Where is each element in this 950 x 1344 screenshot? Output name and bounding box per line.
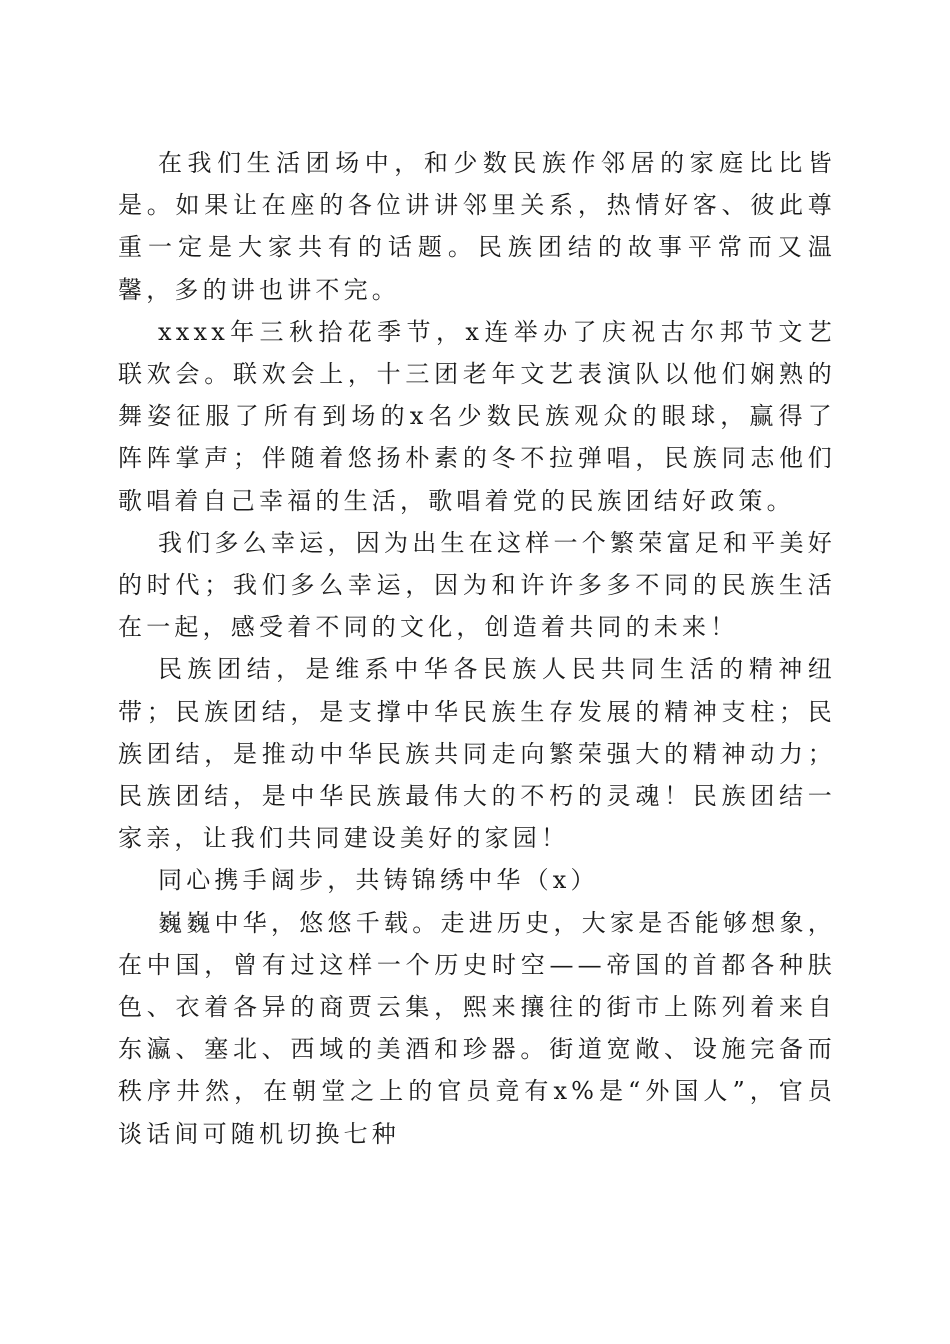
paragraph-history: 巍巍中华，悠悠千载。走进历史，大家是否能够想象，在中国，曾有过这样一个历史时空——帝国的首都各种肤色、衣着各异的商贾云集，熙来攘往的街市上陈列着来自东瀛、塞北、西域的美酒和珍器。街道宽敞、设施完备而秩序井然，在朝堂之上的官员竟有x%是“外国人”，官员谈话间可随机切换七种 [118,908,836,1148]
section-heading: 同心携手阔步，共铸锦绣中华（x） [158,866,599,895]
paragraph-ethnic-unity: 民族团结，是维系中华各民族人民共同生活的精神纽带；民族团结，是支撑中华民族生存发展的精神支柱；民族团结，是推动中华民族共同走向繁荣强大的精神动力；民族团结，是中华民族最伟大的不朽的灵魂！民族团结一家亲，让我们共同建设美好的家园！ [118,655,836,853]
paragraph-neighbors: 在我们生活团场中，和少数民族作邻居的家庭比比皆是。如果让在座的各位讲讲邻里关系，热情好客、彼此尊重一定是大家共有的话题。民族团结的故事平常而又温馨，多的讲也讲不完。 [118,149,836,304]
document-body [118,142,836,1155]
paragraph-festival-gala: xxxx年三秋拾花季节，x连举办了庆祝古尔邦节文艺联欢会。联欢会上，十三团老年文艺表演队以他们娴熟的舞姿征服了所有到场的x名少数民族观众的眼球，赢得了阵阵掌声；伴随着悠扬朴素的冬不拉弹唱，民族同志他们歌唱着自己幸福的生活，歌唱着党的民族团结好政策。 [118,317,836,515]
paragraph-fortunate: 我们多么幸运，因为出生在这样一个繁荣富足和平美好的时代；我们多么幸运，因为和许许多多不同的民族生活在一起，感受着不同的文化，创造着共同的未来！ [118,528,836,642]
